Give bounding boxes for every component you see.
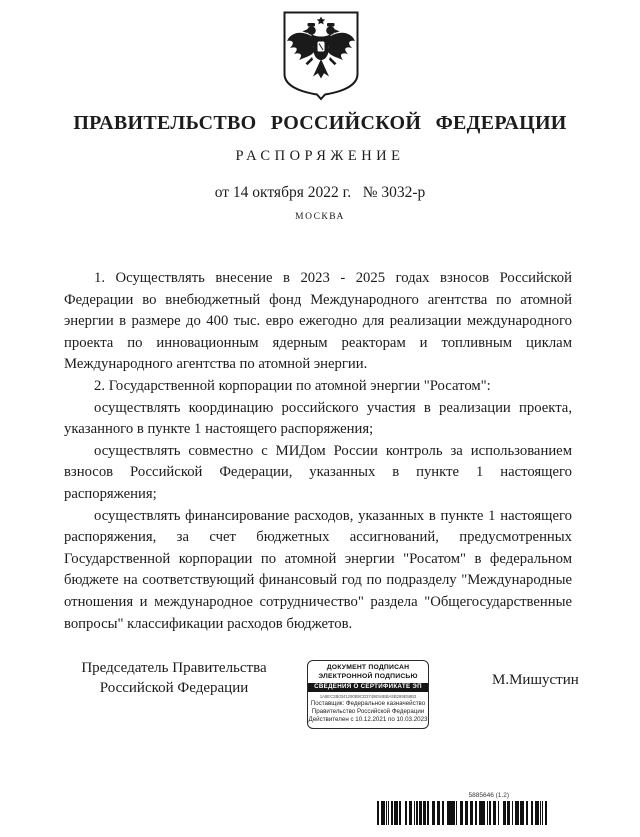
barcode (377, 792, 547, 825)
stamp-certificate-number: 1A8EC2B0341290B9CD3749E94BBA5B299E58B3 (319, 694, 417, 699)
document-body (64, 268, 572, 635)
barcode-bars-icon (377, 801, 547, 825)
signature-position (78, 658, 270, 698)
document-paragraph: осуществлять финансирование расходов, указанных в пункте 1 настоящего распоряжения, за счет бюджетных ассигнований, предусмотренных Государственной корпорации по атомной энергии "Росатом" в федеральном бюджете на соответствующий финансовый год по подразделу "Международные отношения и международное сотрудничество" раздела "Общегосударственные вопросы" классификации расходов бюджетов. (64, 507, 572, 632)
stamp-owner: Правительство Российской Федерации (311, 707, 425, 715)
electronic-signature-stamp (307, 660, 429, 729)
russia-coat-of-arms-icon (282, 10, 360, 102)
stamp-title-line2: ЭЛЕКТРОННОЙ ПОДПИСЬЮ (318, 672, 418, 680)
document-paragraph: 2. Государственной корпорации по атомной энергии "Росатом": (94, 377, 491, 394)
stamp-provider: Поставщик: Федеральное казначейство (310, 699, 426, 707)
city-label: МОСКВА (295, 212, 345, 222)
date-number-line: от 14 октября 2022 г. № 3032-р (214, 184, 426, 201)
signature-name: М.Мишустин (492, 672, 579, 688)
signature-position-line1: Председатель Правительства (81, 660, 267, 676)
signature-position-line2: Российской Федерации (99, 680, 249, 696)
doc-type-title: РАСПОРЯЖЕНИЕ (235, 148, 405, 164)
document-paragraph: осуществлять совместно с МИДом России контроль за использованием взносов Российской Федерации, указанных в пункте 1 настоящего распоряжения; (64, 442, 572, 502)
barcode-label: 5885646 (1.2) (468, 792, 509, 799)
stamp-title-line1: ДОКУМЕНТ ПОДПИСАН (326, 664, 410, 671)
org-title: ПРАВИТЕЛЬСТВО РОССИЙСКОЙ ФЕДЕРАЦИИ (73, 112, 567, 134)
stamp-certificate-bar: СВЕДЕНИЯ О СЕРТИФИКАТЕ ЭП (308, 683, 428, 692)
document-paragraph: осуществлять координацию российского участия в реализации проекта, указанного в пункте 1 настоящего распоряжения; (64, 399, 572, 438)
document-paragraph: 1. Осуществлять внесение в 2023 - 2025 годах взносов Российской Федерации во внебюджетный фонд Международного агентства по атомной энергии в размере до 400 тыс. евро ежегодно для реализации международного проекта по инновационным ядерным реакторам и топливным циклам Международного агентства по атомной энергии. (64, 270, 572, 373)
stamp-validity: Действителен с 10.12.2021 по 10.03.2023 (308, 715, 428, 723)
